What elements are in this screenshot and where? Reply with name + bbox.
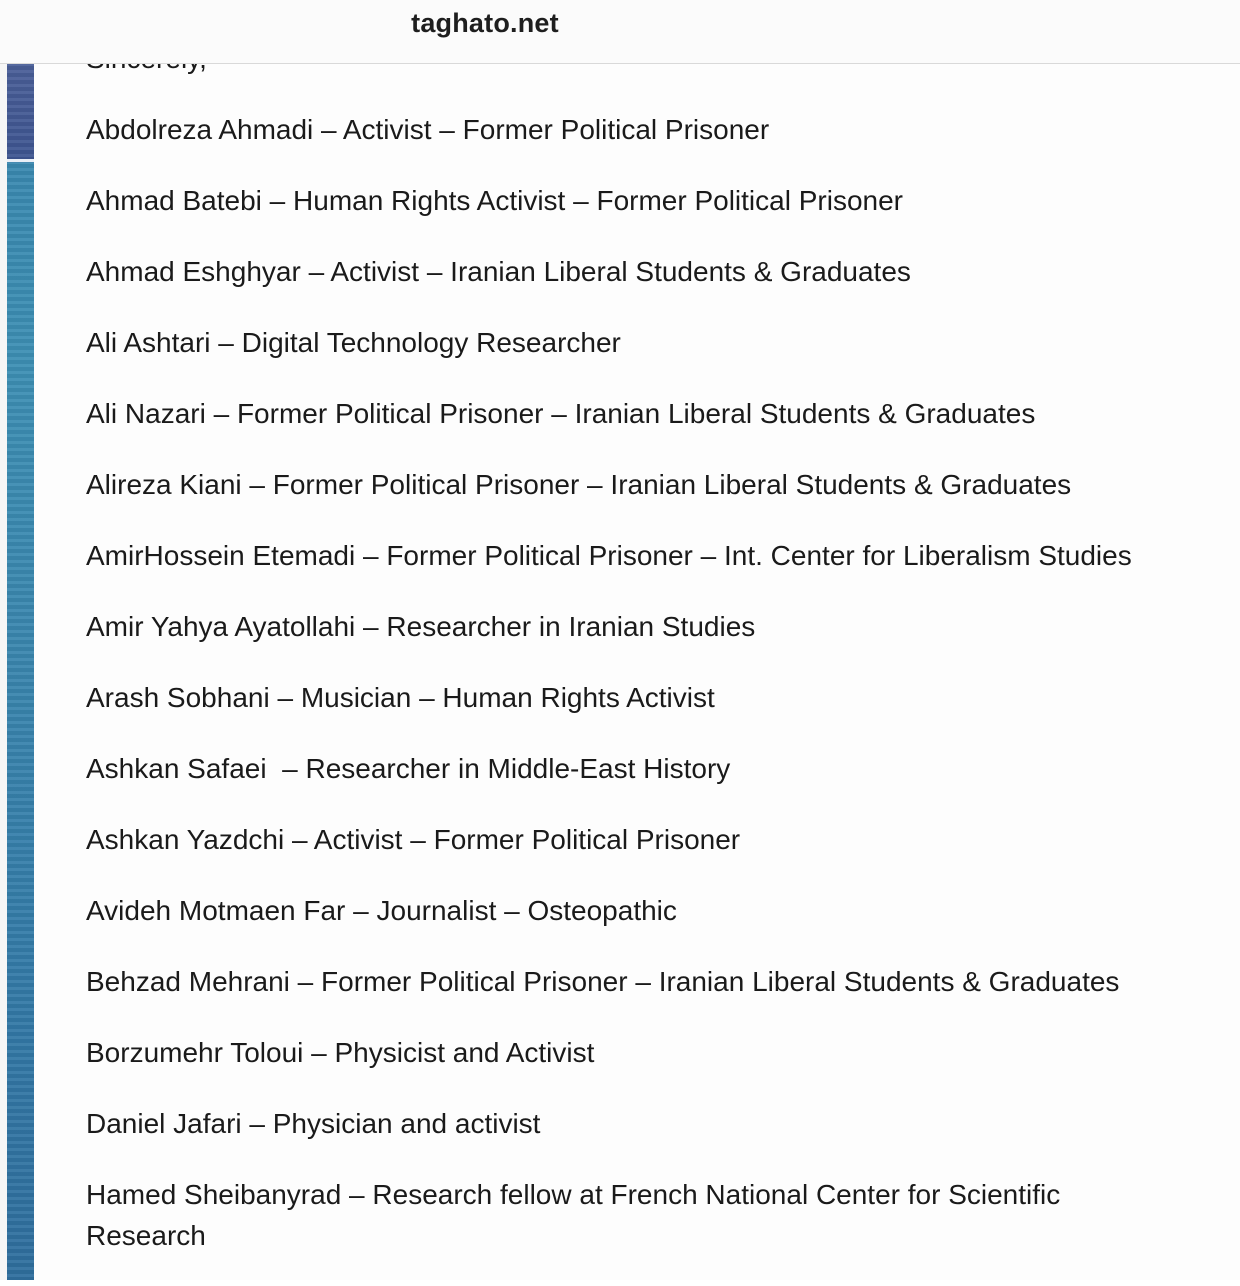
signatory-item: Hamed Sheibanyrad – Research fellow at French National Center for Scientific Research bbox=[86, 1179, 1061, 1251]
address-bar[interactable] bbox=[0, 0, 1240, 64]
signatory-item: Borzumehr Toloui – Physicist and Activist bbox=[86, 1037, 595, 1068]
letter-body bbox=[86, 63, 1216, 1280]
banner-divider bbox=[7, 159, 34, 162]
signatory-item: Arash Sobhani – Musician – Human Rights Activist bbox=[86, 682, 715, 713]
signatory-item: Ali Ashtari – Digital Technology Researcher bbox=[86, 327, 621, 358]
signatory-list bbox=[86, 109, 1146, 1286]
decorative-side-banner bbox=[7, 63, 34, 1280]
signatory-item: Daniel Jafari – Physician and activist bbox=[86, 1108, 541, 1139]
signatory-item: Behzad Mehrani – Former Political Prisoner – Iranian Liberal Students & Graduates bbox=[86, 966, 1120, 997]
signatory-item: AmirHossein Etemadi – Former Political Prisoner – Int. Center for Liberalism Studies bbox=[86, 540, 1132, 571]
signatory-item: Alireza Kiani – Former Political Prisoner – Iranian Liberal Students & Graduates bbox=[86, 469, 1072, 500]
signatory-item: Abdolreza Ahmadi – Activist – Former Political Prisoner bbox=[86, 114, 770, 145]
signatory-item: Avideh Motmaen Far – Journalist – Osteopathic bbox=[86, 895, 677, 926]
address-url[interactable]: taghato.net bbox=[411, 8, 559, 38]
signatory-item: Ahmad Eshghyar – Activist – Iranian Liberal Students & Graduates bbox=[86, 256, 911, 287]
signatory-item: Ashkan Yazdchi – Activist – Former Political Prisoner bbox=[86, 824, 741, 855]
page-margin bbox=[0, 63, 7, 1280]
signatory-item: Ashkan Safaei – Researcher in Middle-East History bbox=[86, 753, 731, 784]
signatory-item: Ahmad Batebi – Human Rights Activist – Former Political Prisoner bbox=[86, 185, 903, 216]
signatory-item: Ali Nazari – Former Political Prisoner – Iranian Liberal Students & Graduates bbox=[86, 398, 1036, 429]
signatory-item: Amir Yahya Ayatollahi – Researcher in Iranian Studies bbox=[86, 611, 756, 642]
